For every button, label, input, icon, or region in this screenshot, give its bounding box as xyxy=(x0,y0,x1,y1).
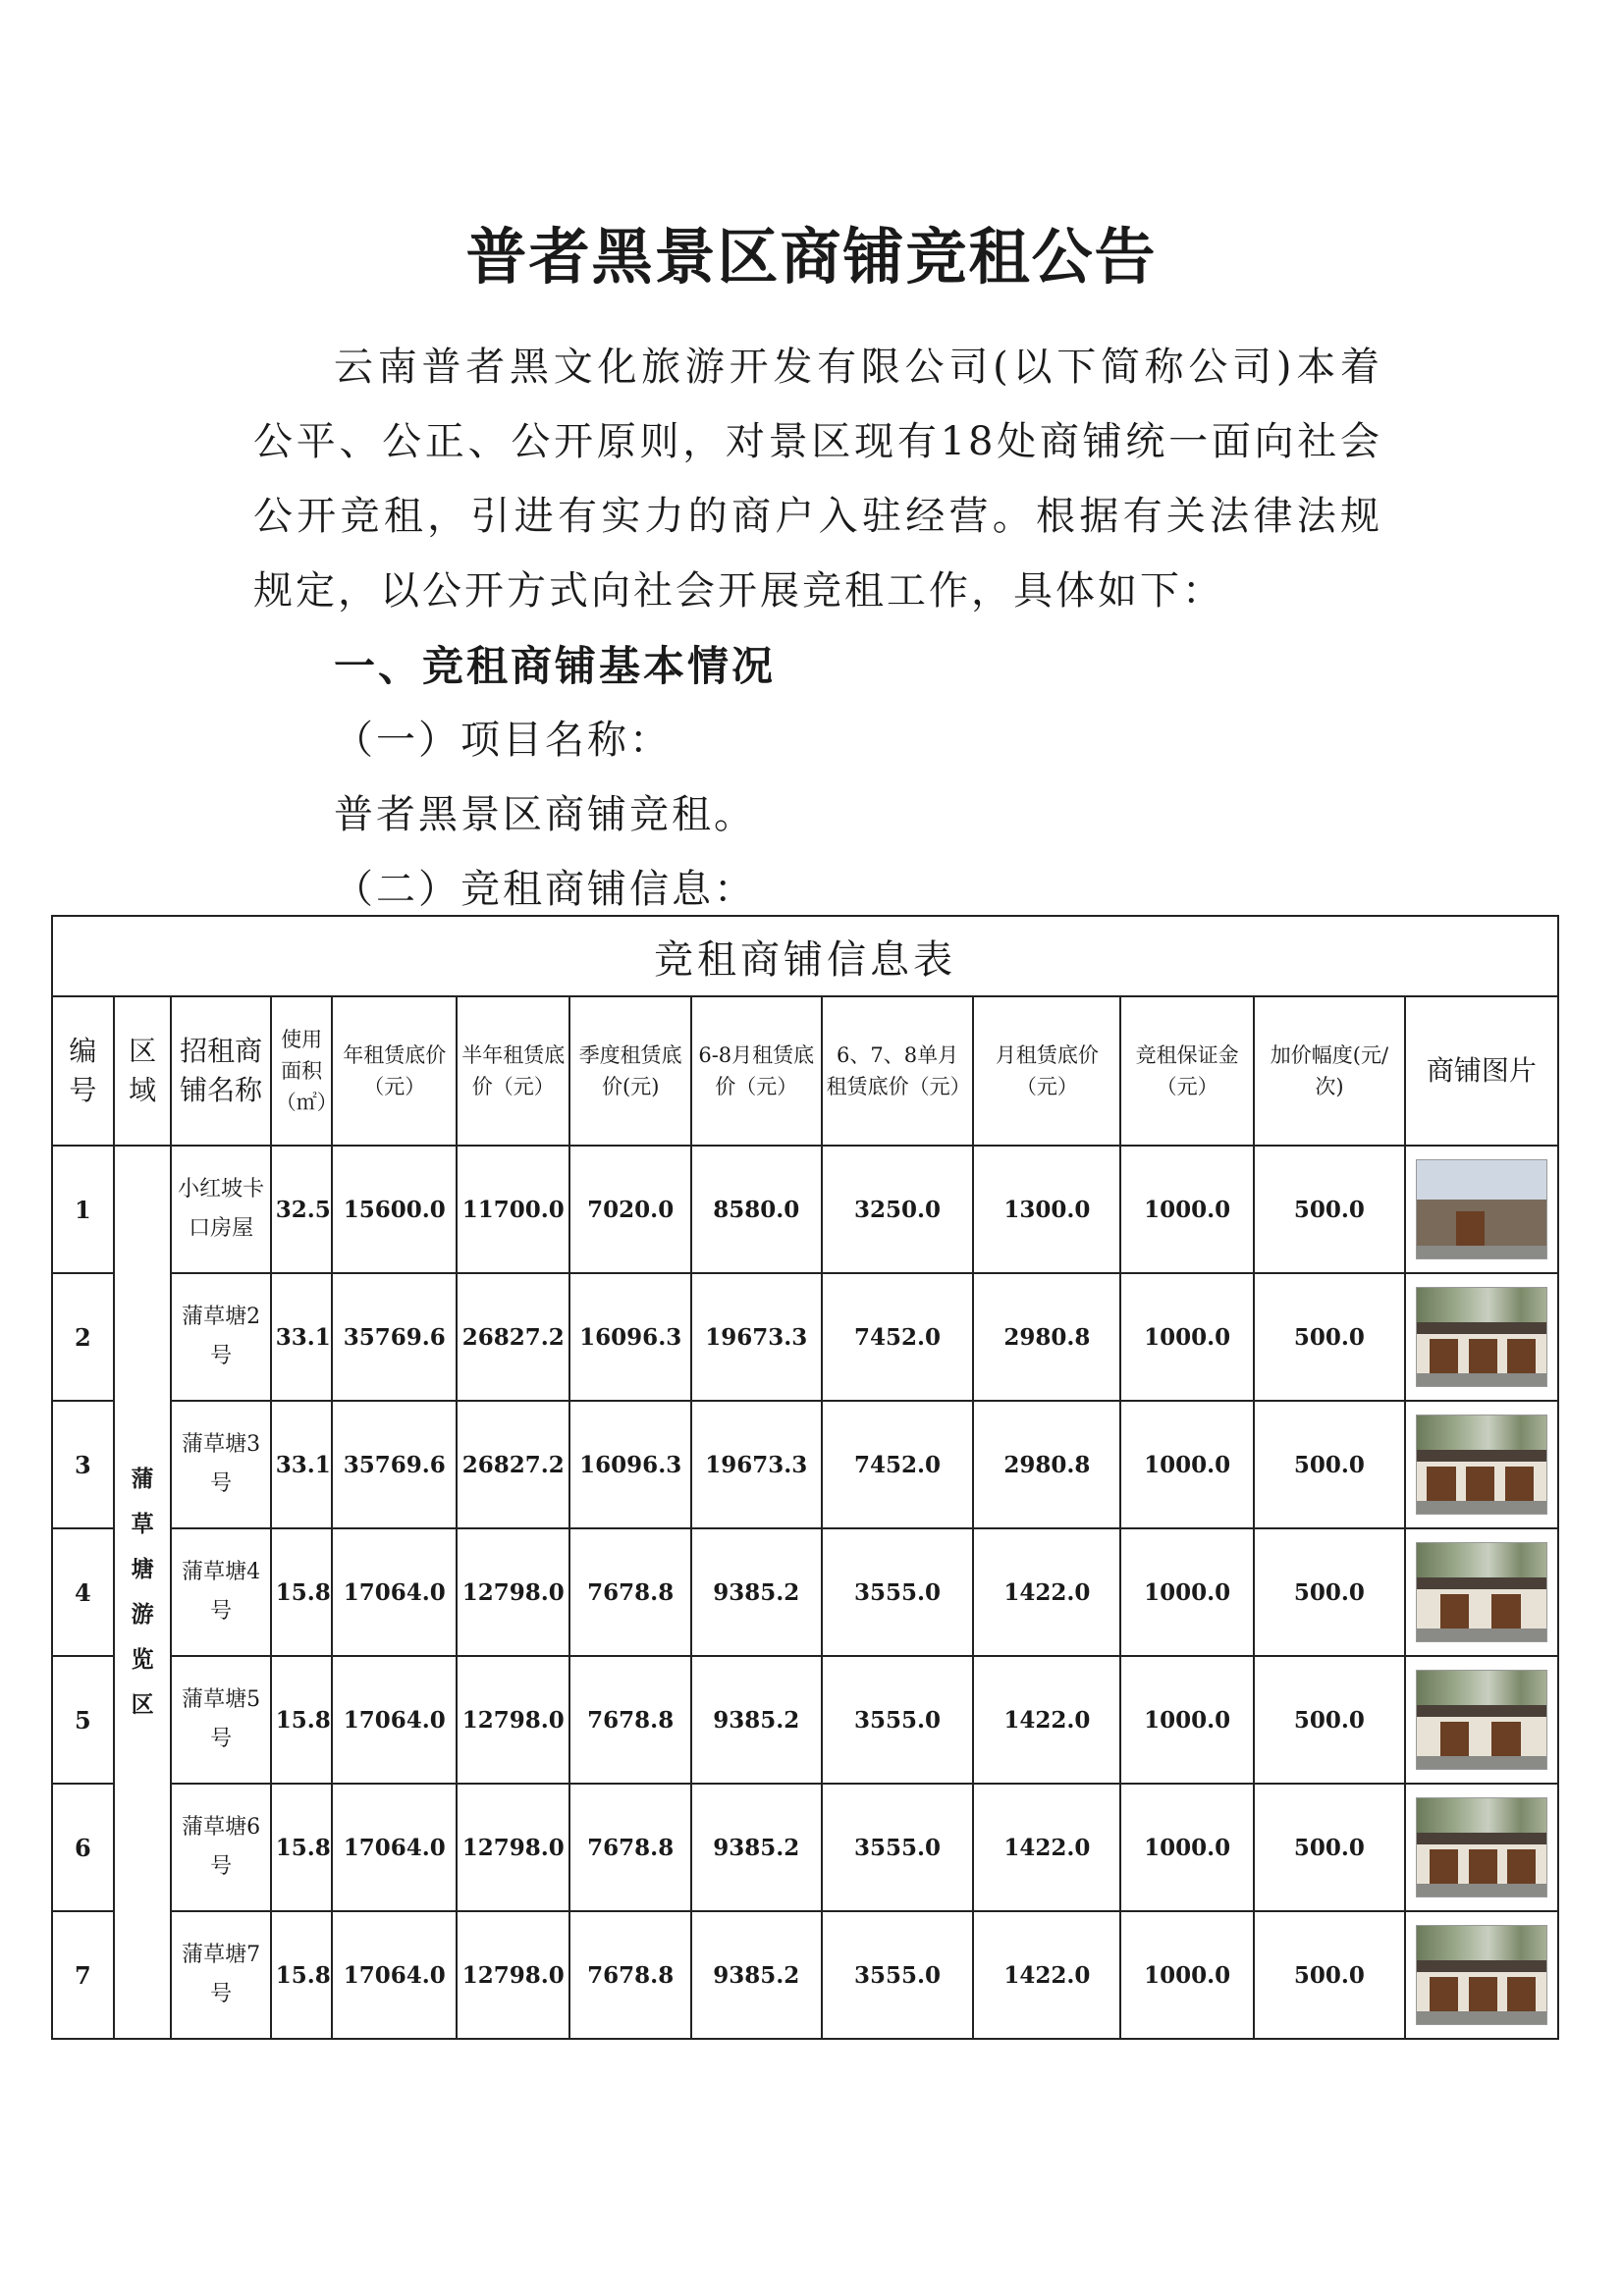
cell-summer-month: 3555.0 xyxy=(822,1528,974,1656)
cell-summer: 9385.2 xyxy=(691,1784,822,1911)
cell-photo xyxy=(1405,1911,1558,2039)
cell-deposit: 1000.0 xyxy=(1120,1784,1254,1911)
cell-photo xyxy=(1405,1146,1558,1273)
cell-year: 17064.0 xyxy=(332,1911,457,2039)
header-summer-month: 6、7、8单月租赁底价（元） xyxy=(822,996,974,1146)
table-row xyxy=(52,1911,1558,2039)
shop-photo xyxy=(1416,1159,1547,1259)
cell-size: 15.8 xyxy=(271,1528,333,1656)
cell-month: 1300.0 xyxy=(973,1146,1120,1273)
cell-half: 12798.0 xyxy=(457,1784,569,1911)
cell-summer: 8580.0 xyxy=(691,1146,822,1273)
cell-deposit: 1000.0 xyxy=(1120,1911,1254,2039)
cell-no: 5 xyxy=(52,1656,114,1784)
cell-photo xyxy=(1405,1273,1558,1401)
cell-deposit: 1000.0 xyxy=(1120,1401,1254,1528)
cell-size: 15.8 xyxy=(271,1911,333,2039)
cell-deposit: 1000.0 xyxy=(1120,1528,1254,1656)
shop-photo xyxy=(1416,1415,1547,1515)
cell-summer: 9385.2 xyxy=(691,1528,822,1656)
cell-increment: 500.0 xyxy=(1254,1273,1405,1401)
cell-half: 12798.0 xyxy=(457,1911,569,2039)
cell-half: 12798.0 xyxy=(457,1656,569,1784)
cell-year: 17064.0 xyxy=(332,1784,457,1911)
cell-month: 2980.8 xyxy=(973,1401,1120,1528)
header-name: 招租商铺名称 xyxy=(171,996,270,1146)
cell-summer-month: 7452.0 xyxy=(822,1401,974,1528)
table-row xyxy=(52,1401,1558,1528)
cell-summer-month: 3250.0 xyxy=(822,1146,974,1273)
header-year: 年租赁底价（元） xyxy=(332,996,457,1146)
header-summer: 6-8月租赁底价（元） xyxy=(691,996,822,1146)
cell-no: 7 xyxy=(52,1911,114,2039)
cell-region xyxy=(114,1146,172,2039)
cell-photo xyxy=(1405,1401,1558,1528)
table-row xyxy=(52,1146,1558,1273)
header-size: 使用面积（㎡） xyxy=(271,996,333,1146)
cell-photo xyxy=(1405,1656,1558,1784)
cell-increment: 500.0 xyxy=(1254,1784,1405,1911)
cell-increment: 500.0 xyxy=(1254,1146,1405,1273)
header-quarter: 季度租赁底价(元) xyxy=(569,996,691,1146)
table-caption: 竞租商铺信息表 xyxy=(52,916,1558,996)
cell-deposit: 1000.0 xyxy=(1120,1146,1254,1273)
header-area: 区域 xyxy=(114,996,172,1146)
cell-summer: 9385.2 xyxy=(691,1656,822,1784)
table-row xyxy=(52,1656,1558,1784)
cell-month: 1422.0 xyxy=(973,1528,1120,1656)
header-deposit: 竞租保证金（元） xyxy=(1120,996,1254,1146)
cell-name: 蒲草塘7号 xyxy=(171,1911,270,2039)
header-increment: 加价幅度(元/次) xyxy=(1254,996,1405,1146)
cell-size: 33.1 xyxy=(271,1273,333,1401)
cell-no: 1 xyxy=(52,1146,114,1273)
project-name-text: 普者黑景区商铺竞租。 xyxy=(334,792,756,837)
cell-summer-month: 7452.0 xyxy=(822,1273,974,1401)
shop-info-table-wrapper xyxy=(51,915,1559,2083)
table-row xyxy=(52,1528,1558,1656)
cell-no: 3 xyxy=(52,1401,114,1528)
shop-photo xyxy=(1416,1925,1547,2025)
cell-quarter: 16096.3 xyxy=(569,1401,691,1528)
cell-month: 1422.0 xyxy=(973,1911,1120,2039)
cell-size: 15.8 xyxy=(271,1784,333,1911)
cell-name: 蒲草塘6号 xyxy=(171,1784,270,1911)
cell-photo xyxy=(1405,1528,1558,1656)
cell-size: 15.8 xyxy=(271,1656,333,1784)
cell-increment: 500.0 xyxy=(1254,1528,1405,1656)
cell-year: 17064.0 xyxy=(332,1528,457,1656)
cell-month: 1422.0 xyxy=(973,1656,1120,1784)
cell-quarter: 7020.0 xyxy=(569,1146,691,1273)
cell-month: 1422.0 xyxy=(973,1784,1120,1911)
cell-increment: 500.0 xyxy=(1254,1656,1405,1784)
cell-quarter: 16096.3 xyxy=(569,1273,691,1401)
header-no: 编号 xyxy=(52,996,114,1146)
intro-paragraph: 云南普者黑文化旅游开发有限公司(以下简称公司)本着公平、公正、公开原则，对景区现有18处商铺统一面向社会公开竞租，引进有实力的商户入驻经营。根据有关法律法规规定，以公开方式向社会开展竞租工作，具体如下： xyxy=(253,345,1382,614)
cell-summer-month: 3555.0 xyxy=(822,1784,974,1911)
cell-year: 35769.6 xyxy=(332,1273,457,1401)
cell-size: 33.1 xyxy=(271,1401,333,1528)
cell-name: 蒲草塘2号 xyxy=(171,1273,270,1401)
cell-half: 26827.2 xyxy=(457,1401,569,1528)
cell-quarter: 7678.8 xyxy=(569,1528,691,1656)
table-row xyxy=(52,1784,1558,1911)
header-month: 月租赁底价（元） xyxy=(973,996,1120,1146)
cell-year: 15600.0 xyxy=(332,1146,457,1273)
section-heading: 一、竞租商铺基本情况 xyxy=(334,642,777,690)
shop-photo xyxy=(1416,1670,1547,1770)
shop-photo xyxy=(1416,1797,1547,1897)
cell-increment: 500.0 xyxy=(1254,1911,1405,2039)
cell-half: 12798.0 xyxy=(457,1528,569,1656)
cell-summer-month: 3555.0 xyxy=(822,1911,974,2039)
subsection-project-name: （一）项目名称： xyxy=(334,718,672,763)
table-header-row xyxy=(52,996,1558,1146)
cell-deposit: 1000.0 xyxy=(1120,1656,1254,1784)
cell-name: 蒲草塘4号 xyxy=(171,1528,270,1656)
cell-name: 蒲草塘3号 xyxy=(171,1401,270,1528)
shop-photo xyxy=(1416,1542,1547,1642)
cell-half: 11700.0 xyxy=(457,1146,569,1273)
cell-quarter: 7678.8 xyxy=(569,1911,691,2039)
cell-no: 6 xyxy=(52,1784,114,1911)
shop-photo xyxy=(1416,1287,1547,1387)
header-half: 半年租赁底价（元） xyxy=(457,996,569,1146)
cell-name: 小红坡卡口房屋 xyxy=(171,1146,270,1273)
cell-photo xyxy=(1405,1784,1558,1911)
table-row xyxy=(52,1273,1558,1401)
subsection-shop-info: （二）竞租商铺信息： xyxy=(334,867,756,912)
cell-quarter: 7678.8 xyxy=(569,1656,691,1784)
cell-year: 17064.0 xyxy=(332,1656,457,1784)
cell-name: 蒲草塘5号 xyxy=(171,1656,270,1784)
header-photo: 商铺图片 xyxy=(1405,996,1558,1146)
cell-summer: 9385.2 xyxy=(691,1911,822,2039)
page-title: 普者黑景区商铺竞租公告 xyxy=(465,221,1158,293)
cell-no: 2 xyxy=(52,1273,114,1401)
shop-info-table xyxy=(51,915,1559,2040)
cell-summer: 19673.3 xyxy=(691,1401,822,1528)
cell-year: 35769.6 xyxy=(332,1401,457,1528)
cell-no: 4 xyxy=(52,1528,114,1656)
cell-summer: 19673.3 xyxy=(691,1273,822,1401)
cell-deposit: 1000.0 xyxy=(1120,1273,1254,1401)
region-label: 蒲草塘游览区 xyxy=(131,1466,154,1718)
cell-month: 2980.8 xyxy=(973,1273,1120,1401)
cell-size: 32.5 xyxy=(271,1146,333,1273)
cell-summer-month: 3555.0 xyxy=(822,1656,974,1784)
cell-half: 26827.2 xyxy=(457,1273,569,1401)
cell-quarter: 7678.8 xyxy=(569,1784,691,1911)
cell-increment: 500.0 xyxy=(1254,1401,1405,1528)
